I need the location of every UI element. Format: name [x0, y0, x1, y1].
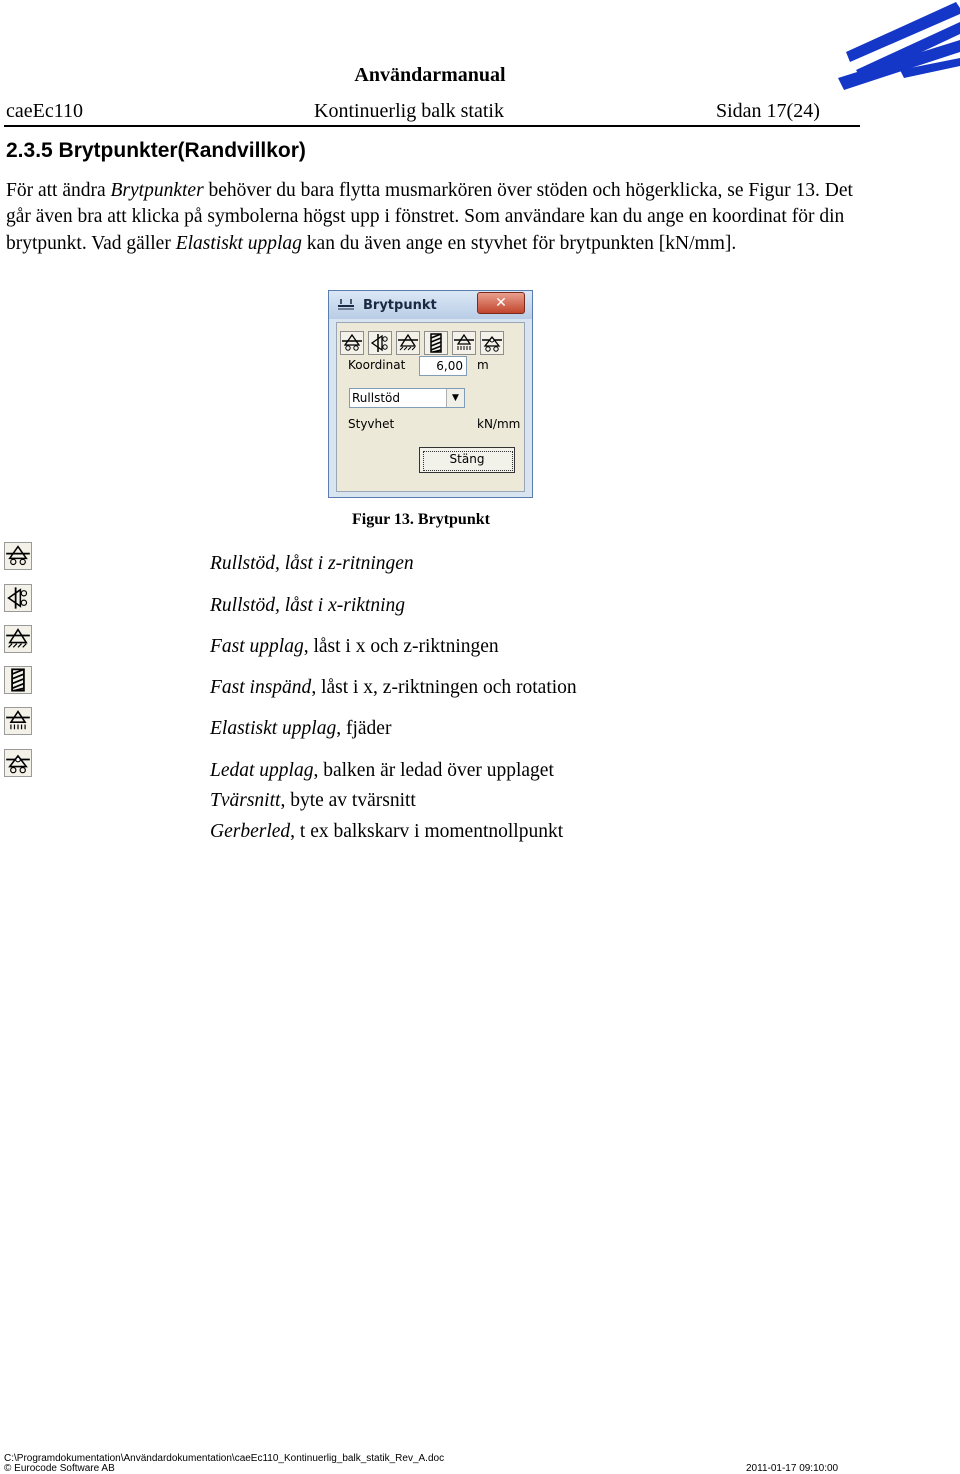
legend-term: Tvärsnitt — [210, 790, 281, 811]
legend-term: Ledat upplag — [210, 760, 314, 781]
header-rule — [4, 125, 860, 127]
legend-item — [210, 790, 416, 812]
legend-description: , balken är ledad över upplaget — [313, 760, 554, 781]
legend-icon-box — [4, 749, 32, 777]
legend-item — [210, 760, 554, 782]
elastic-support-button[interactable] — [452, 331, 476, 355]
body-paragraph — [6, 178, 856, 257]
roller-support-z-button[interactable] — [340, 331, 364, 355]
roller-support-z-icon — [5, 543, 31, 569]
focus-rectangle — [423, 451, 513, 471]
legend-icon-box — [4, 707, 32, 735]
support-type-value: Rullstöd — [352, 391, 400, 405]
legend-term: Fast upplag — [210, 636, 304, 657]
legend-icon-box — [4, 625, 32, 653]
koordinat-unit: m — [477, 358, 489, 372]
legend-item — [210, 595, 405, 617]
manual-title: Användarmanual — [354, 64, 506, 86]
section-heading: 2.3.5 Brytpunkter(Randvillkor) — [6, 139, 306, 162]
footer-copyright: © Eurocode Software AB — [4, 1463, 115, 1474]
hinged-support-icon — [5, 750, 31, 776]
dialog-body — [336, 322, 525, 492]
dialog-title: Brytpunkt — [363, 298, 437, 313]
company-logo-stripes — [838, 0, 960, 90]
support-type-select[interactable] — [349, 388, 465, 408]
close-button-label: Stäng — [449, 452, 485, 466]
beam-icon — [337, 297, 355, 311]
paragraph-text: För att ändra — [6, 180, 111, 201]
legend-term: Rullstöd, låst i z-ritningen — [210, 553, 414, 574]
legend-description: , låst i x och z-riktningen — [303, 636, 499, 657]
styvhet-unit: kN/mm — [477, 417, 521, 431]
clamped-support-button[interactable] — [424, 331, 448, 355]
paragraph-term: Brytpunkter — [110, 180, 204, 201]
fixed-support-icon — [5, 626, 31, 652]
legend-item — [210, 718, 391, 740]
dialog-titlebar[interactable] — [329, 291, 532, 319]
legend-icon-box — [4, 666, 32, 694]
legend-item — [210, 677, 577, 699]
chevron-down-icon[interactable]: ▼ — [446, 389, 464, 407]
footer-file-path: C:\Programdokumentation\Användardokumentation\caeEc110_Kontinuerlig_balk_statik_Rev_A.doc — [4, 1453, 445, 1464]
close-button[interactable] — [419, 447, 515, 473]
clamped-support-icon — [5, 667, 31, 693]
elastic-support-icon — [5, 708, 31, 734]
hinged-support-icon — [481, 332, 503, 354]
legend-item — [210, 636, 499, 658]
paragraph-text: behöver du bara flytta musmarkören över stöden och högerklicka, se Figur 13. Det går även bra att klicka på symbolerna högst upp i fönstret. Som användare kan du ange en koordinat för din brytpunkt. Vad gäller — [6, 180, 853, 254]
paragraph-term: Elastiskt upplag — [175, 232, 302, 254]
figure-caption: Figur 13. Brytpunkt — [352, 511, 490, 528]
header-page-number: Sidan 17(24) — [716, 100, 820, 122]
close-icon[interactable]: ✕ — [477, 292, 525, 314]
legend-term: Fast inspänd — [210, 677, 312, 698]
legend-term: Gerberled — [210, 821, 291, 842]
legend-icon-box — [4, 542, 32, 570]
styvhet-label: Styvhet — [348, 417, 395, 431]
paragraph-text: kan du även ange en styvhet för brytpunkten [kN/mm]. — [301, 232, 737, 254]
roller-support-x-icon — [369, 332, 391, 354]
legend-icon-box — [4, 584, 32, 612]
brytpunkt-dialog — [328, 290, 533, 498]
footer-date: 2011-01-17 09:10:00 — [746, 1463, 839, 1474]
koordinat-input[interactable]: 6,00 — [419, 356, 467, 376]
legend-term: Rullstöd, låst i x-riktning — [210, 595, 405, 616]
legend-description: , låst i x, z-riktningen och rotation — [311, 677, 577, 698]
header-document-name: Kontinuerlig balk statik — [314, 100, 504, 122]
legend-description: , byte av tvärsnitt — [280, 790, 416, 811]
fixed-support-button[interactable] — [396, 331, 420, 355]
hinged-support-button[interactable] — [480, 331, 504, 355]
legend-term: Elastiskt upplag — [210, 718, 337, 739]
clamped-support-icon — [425, 332, 447, 354]
header-product: caeEc110 — [6, 100, 83, 122]
roller-support-z-icon — [341, 332, 363, 354]
legend-description: , t ex balkskarv i momentnollpunkt — [290, 821, 564, 842]
legend-item — [210, 821, 563, 843]
koordinat-label: Koordinat — [348, 358, 406, 372]
elastic-support-icon — [453, 332, 475, 354]
roller-support-x-button[interactable] — [368, 331, 392, 355]
fixed-support-icon — [397, 332, 419, 354]
roller-support-x-icon — [5, 585, 31, 611]
legend-item — [210, 553, 414, 575]
legend-description: , fjäder — [336, 718, 392, 739]
